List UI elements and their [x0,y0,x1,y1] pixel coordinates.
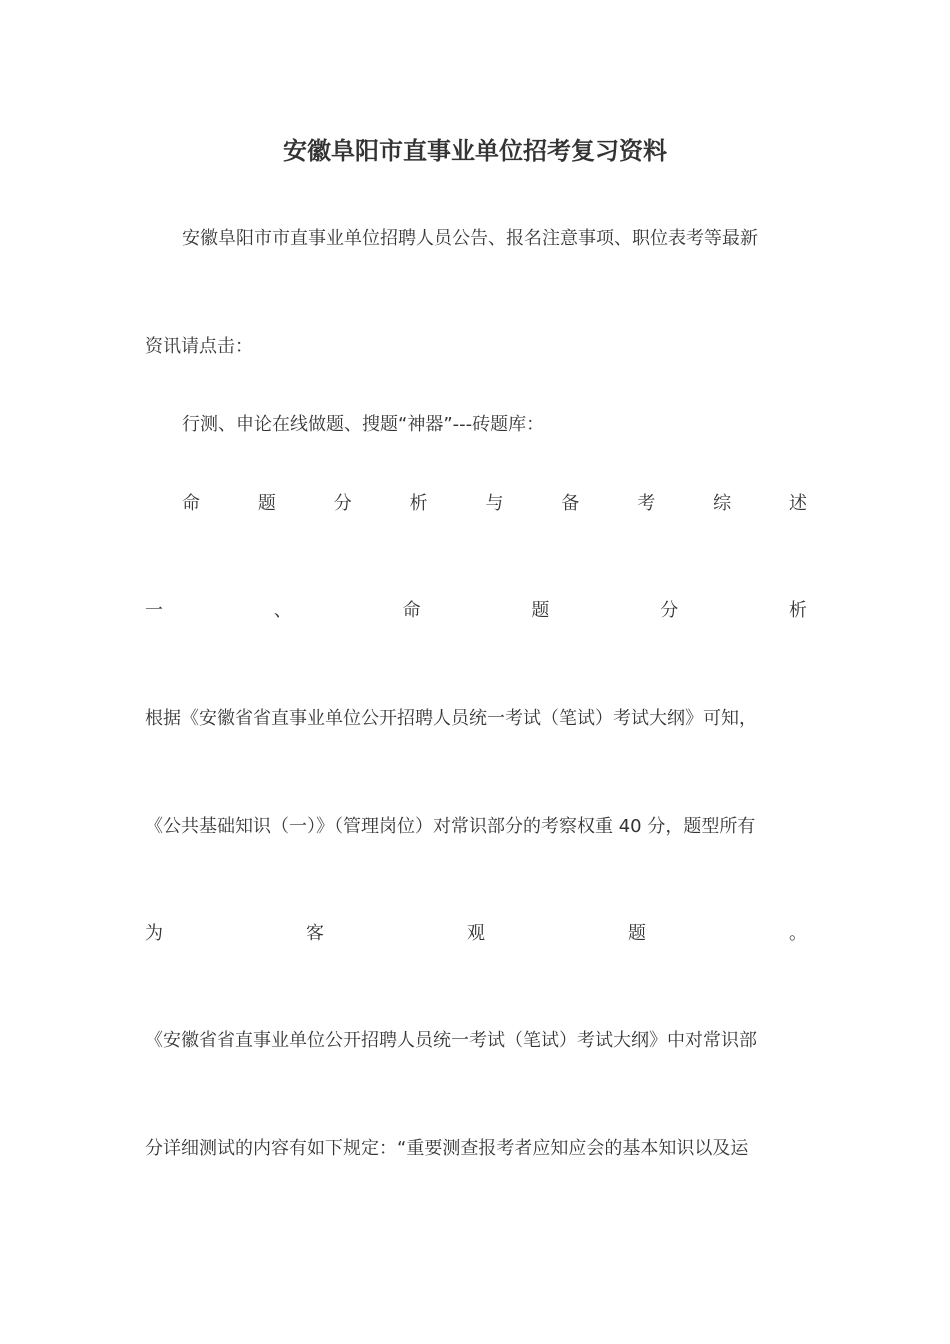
heading-char: 备 [561,493,580,514]
heading-char: 命 [182,493,200,514]
body-line-weight: 《公共基础知识（一）》（管理岗位）对常识部分的考察权重 40 分，题型所有 [145,816,756,837]
heading-char: 一 [145,600,163,621]
heading-char: 、 [273,600,292,621]
body-line-outline: 《安徽省省直事业单位公开招聘人员统一考试（笔试）考试大纲》中对常识部 [145,1030,757,1051]
body-char: 题 [628,923,646,944]
heading-char: 分 [660,600,679,621]
body-line-objective [145,921,807,947]
paragraph-intro-line-2: 资讯请点击： [145,336,253,357]
body-char: 。 [789,923,807,944]
paragraph-intro-line-1: 安徽阜阳市市直事业单位招聘人员公告、报名注意事项、职位表考等最新 [182,228,758,249]
section-heading-analysis [145,598,807,624]
section-heading-overview [145,491,807,517]
document-title: 安徽阜阳市直事业单位招考复习资料 [283,137,667,165]
heading-char: 分 [333,493,352,514]
heading-char: 析 [409,493,428,514]
heading-char: 考 [637,493,656,514]
body-char: 客 [306,923,324,944]
heading-char: 析 [788,600,807,621]
paragraph-question-bank: 行测、申论在线做题、搜题“神器”---砖题库： [182,414,545,435]
body-line-basis: 根据《安徽省省直事业单位公开招聘人员统一考试（笔试）考试大纲》可知， [145,708,757,729]
heading-char: 与 [485,493,504,514]
body-line-content: 分详细测试的内容有如下规定：“重要测查报考者应知应会的基本知识以及运 [145,1138,749,1159]
heading-char: 命 [402,600,421,621]
heading-char: 述 [789,493,807,514]
heading-char: 综 [713,493,732,514]
body-char: 观 [467,923,485,944]
body-char: 为 [145,923,163,944]
heading-char: 题 [257,493,276,514]
heading-char: 题 [531,600,550,621]
